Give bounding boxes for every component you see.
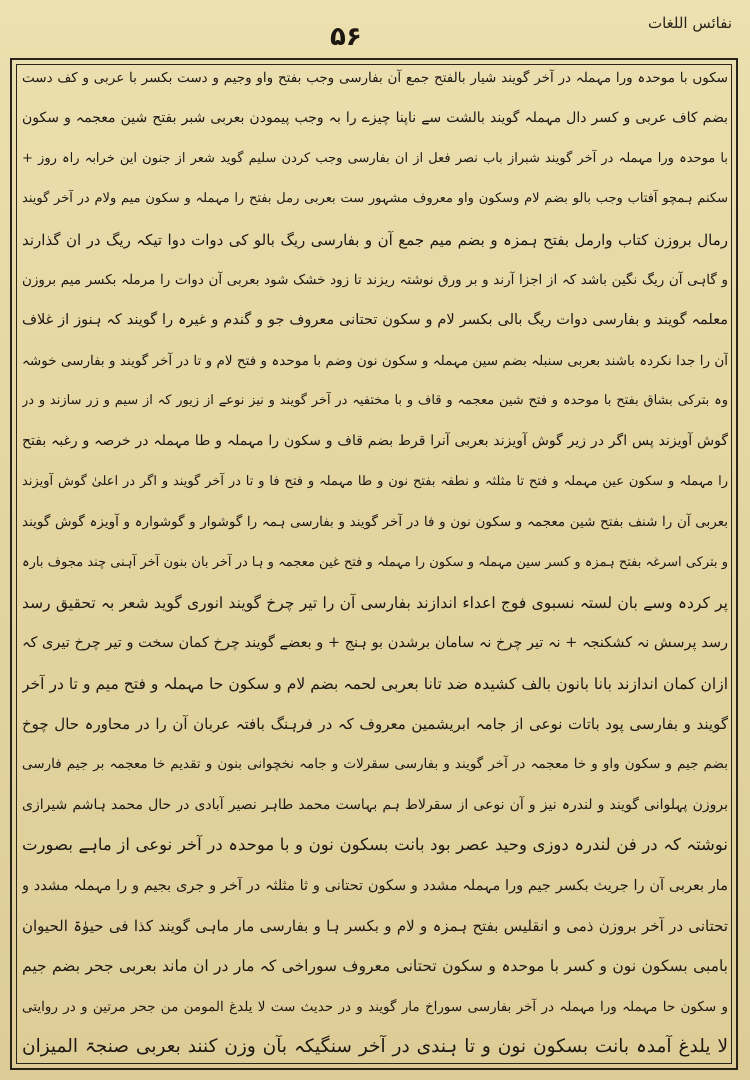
page-number: ۵۶ <box>330 22 362 52</box>
text-body <box>22 66 728 1066</box>
text-line: گوش آویزند پس اگر در زیر گوش آویزند بعربی آنرا قرط بضم قاف و سکون را مہملہ و طا مہملہ در خرصہ و رغبہ بفتح <box>22 433 728 450</box>
text-line: آن را جدا نکردہ باشند بعربی سنبلہ بضم سین مہملہ و سکون نون وضم با موحدہ و فتح لام و تا در آخر گویند و بفارسی خوشہ <box>22 352 728 369</box>
text-line: و سکون حا مہملہ ورا مہملہ در آخر بفارسی سوراخ مار گویند و در حدیث ست لا یلدغ المومن من جحر مرتین و در روایتی <box>22 998 728 1015</box>
text-line: و بترکی اسرغہ بفتح ہمزہ و کسر سین مہملہ و سکون را مہملہ و فتح غین معجمہ و ہا در آخر بان بنون آخر آہنی چند مجوف بارہ <box>22 554 728 570</box>
text-line: ازان کمان اندازند بانا بانون بالف کشیدہ ضد تانا بعربی لحمہ بضم لام و سکون حا مہملہ و فتح میم و تا در آخر <box>22 674 728 693</box>
text-line: وہ بترکی بشاق بفتح با موحدہ و فتح شین معجمہ و قاف و با مختفیہ در آخر گویند و نیز نوعے از زیور کہ از سیم و زر سازند و در <box>22 393 728 408</box>
text-line: پر کردہ وسے بان لستہ نسبوی فوج اعداء اندازند بفارسی آن را تیر چرخ گویند انوری گوید شعر بہ تحقیق رسد <box>22 593 728 612</box>
text-line: بضم جیم و سکون واو و خا معجمہ در آخر گویند و بفارسی سقرلات و جامہ نخچوانی بنون و تقدیم خا معجمہ بر جیم فارسی <box>22 756 728 773</box>
text-line: بعربی آن را شنف بفتح شین معجمہ و سکون نون و فا در آخر گویند و بفارسی ہمہ را گوشوار و گوشوارہ و آویزہ گوش گویند <box>22 514 728 531</box>
text-line: سکنم ہمچو آفتاب وجب بالو بضم لام وسکون واو معروف مشہور ست بعربی رمل بفتح را مہملہ و سکون میم ولام در آخر گویند <box>22 191 728 207</box>
text-line: گویند و بفارسی پود باتات نوعی از جامہ ابریشمین معروف کہ در فرہنگ بافتہ عربان آن را در محاورہ حال چوخ <box>22 715 728 733</box>
text-line: و گاہی آن ریگ نگین باشد کہ از اجزا آرند و بر ورق نوشتہ ریزند تا زود خشک شود بعربی آن دوات را مرملہ بکسر میم بروزن <box>22 271 728 288</box>
text-line: بامبی بسکون نون و کسر با موحدہ و سکون تحتانی معروف سوراخی کہ مار در ان ماند بعربی جحر بضم جیم <box>22 957 728 976</box>
running-header-title: نفائس اللغات <box>647 14 732 32</box>
text-line: لا یلدغ آمدہ بانت بسکون نون و تا ہندی در آخر سنگیکہ بآن وزن کنند بعربی صنجۃ المیزان <box>22 1036 728 1057</box>
text-line: رسد پرسش نہ کشکنجہ + نہ تیر چرخ نہ سامان برشدن بو ہنج + و بعضے گویند چرخ کمان سخت و تیر چرخ تیری کہ <box>22 635 728 652</box>
text-line: رمال بروزن کتاب وارمل بفتح ہمزہ و بضم میم جمع آن و بفارسی ریگ بالو کی دوات دوا تیکہ ریگ در ان گذارند <box>22 230 728 249</box>
text-line: معلمہ گویند و بفارسی دوات ریگ بالی بکسر لام و سکون تحتانی معروف جو و گندم و غیرہ را گویند کہ ہنوز از غلاف <box>22 312 728 329</box>
text-line: بروزن پہلوانی گویند و لندرہ نیز و آن نوعی از سقرلاط ہم بہاست محمد طاہر نصیر آبادی در حال محمد ہاشم شیرازی <box>22 796 728 813</box>
text-line: مار بعربی آن را جریث بکسر جیم ورا مہملہ مشدد و سکون تحتانی و ثا مثلثہ در آخر و جری بجیم و را مہملہ مشدد و <box>22 877 728 894</box>
text-line: را مہملہ و سکون عین مہملہ و فتح تا مثلثہ و نطفہ بفتح نون و طا مہملہ و فتح فا و تا در آخر گویند و اگر در اعلیٰ گوش آویزند <box>22 473 728 489</box>
text-line: بضم کاف عربی و کسر دال مہملہ گویند بالشت سے ناپنا چیزے را بہ وجب پیمودن بعربی شبر بفتح شین معجمہ و سکون <box>22 110 728 127</box>
text-line: با موحدہ ورا مہملہ در آخر گویند شبراز باب نصر فعل از ان بفارسی وجب کردن سلیم گوید شعر از جنون این خرابہ راہ روز + <box>22 150 728 166</box>
text-line: تحتانی در آخر بروزن ذمی و انقلیس بفتح ہمزہ و لام و بکسر ہا و بفارسی مار ماہی گویند کذا فی حیوٰۃ الحیوان <box>22 916 728 935</box>
text-line: سکوں با موحدہ ورا مہملہ در آخر گویند شیار بالفتح جمع آن بفارسی وجب بفتح واو وجیم و دست بکسر با عربی و کف دست <box>22 70 728 86</box>
text-line: نوشتہ کہ در فن لندرہ دوزی وحید عصر بود بانت بسکون نون و با موحدہ در آخر نوعی از ماہے بصورت <box>22 835 728 855</box>
